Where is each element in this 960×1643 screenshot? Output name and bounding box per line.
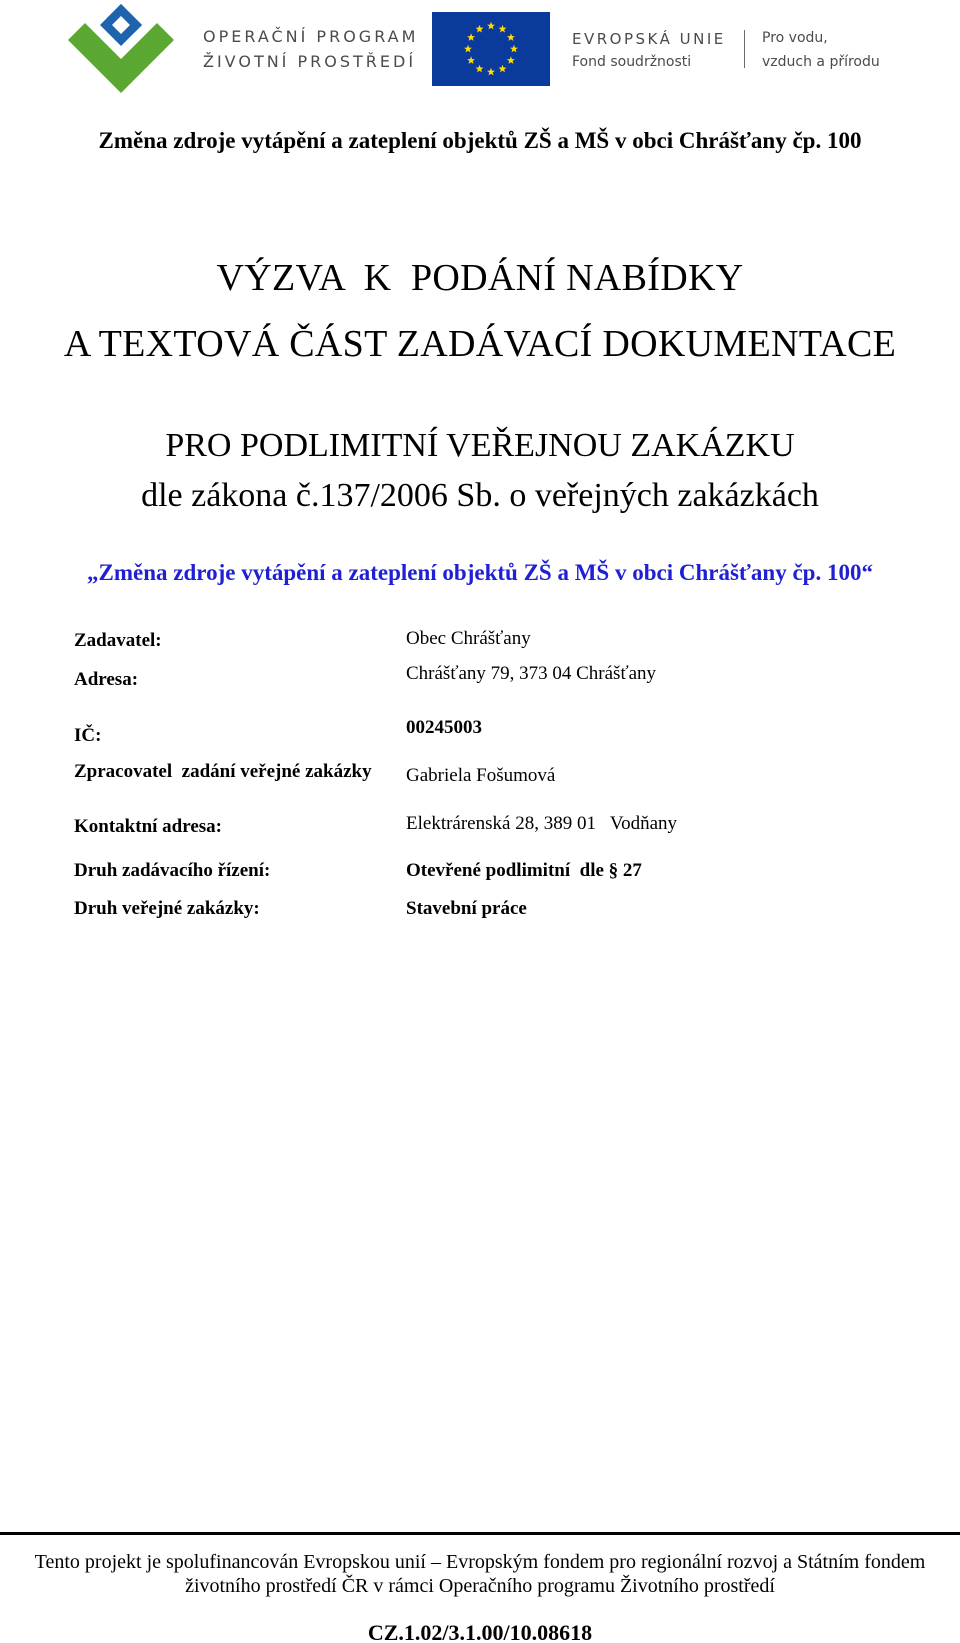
- zpracovatel-label: Zpracovatel zadání veřejné zakázky: [74, 761, 372, 782]
- ic-value: 00245003: [406, 717, 482, 738]
- zadavatel-value: Obec Chrášťany: [406, 628, 531, 649]
- sub-title-line2: dle zákona č.137/2006 Sb. o veřejných zakázkách: [141, 477, 819, 514]
- opzp-logo-icon: [58, 2, 184, 96]
- logo-divider: [744, 30, 745, 68]
- slogan-text: [762, 26, 880, 74]
- opzp-line1: OPERAČNÍ PROGRAM: [203, 27, 419, 46]
- slogan-line1: Pro vodu,: [762, 30, 828, 46]
- footer-line2: životního prostředí ČR v rámci Operačního programu Životního prostředí: [185, 1575, 775, 1597]
- header-logo-bar: [0, 0, 960, 100]
- main-title-line1: VÝZVA K PODÁNÍ NABÍDKY: [216, 257, 744, 299]
- footer-line1: Tento projekt je spolufinancován Evropskou unií – Evropským fondem pro regionální rozvoj a Státním fondem: [34, 1551, 926, 1573]
- project-code: CZ.1.02/3.1.00/10.08618: [367, 1620, 593, 1643]
- eu-logo-text: [572, 27, 726, 73]
- sub-title-line1: PRO PODLIMITNÍ VEŘEJNOU ZAKÁZKU: [165, 427, 795, 464]
- main-title-line2: A TEXTOVÁ ČÁST ZADÁVACÍ DOKUMENTACE: [63, 323, 897, 365]
- eu-line2: Fond soudržnosti: [572, 54, 692, 70]
- zadavatel-label: Zadavatel:: [74, 630, 162, 651]
- project-title: Změna zdroje vytápění a zateplení objektů ZŠ a MŠ v obci Chrášťany čp. 100: [98, 128, 862, 153]
- opzp-logo-text: [203, 24, 418, 74]
- eu-line1: EVROPSKÁ UNIE: [572, 30, 726, 48]
- quoted-project-title: „Změna zdroje vytápění a zateplení objektů ZŠ a MŠ v obci Chrášťany čp. 100“: [87, 560, 873, 585]
- footer-divider: [0, 1532, 960, 1535]
- adresa-label: Adresa:: [74, 669, 139, 690]
- eu-flag-icon: [432, 12, 550, 86]
- kontakt-label: Kontaktní adresa:: [74, 816, 222, 837]
- kontakt-value: Elektrárenská 28, 389 01 Vodňany: [406, 813, 678, 834]
- druh-rizeni-label: Druh zadávacího řízení:: [74, 860, 271, 881]
- druh-zakazky-value: Stavební práce: [406, 898, 527, 919]
- zpracovatel-value: Gabriela Fošumová: [406, 765, 556, 786]
- slogan-line2: vzduch a přírodu: [762, 54, 880, 70]
- ic-label: IČ:: [74, 725, 102, 746]
- adresa-value: Chrášťany 79, 373 04 Chrášťany: [406, 663, 657, 684]
- druh-rizeni-value: Otevřené podlimitní dle § 27: [406, 860, 642, 881]
- druh-zakazky-label: Druh veřejné zakázky:: [74, 898, 260, 919]
- opzp-line2: ŽIVOTNÍ PROSTŘEDÍ: [203, 52, 417, 71]
